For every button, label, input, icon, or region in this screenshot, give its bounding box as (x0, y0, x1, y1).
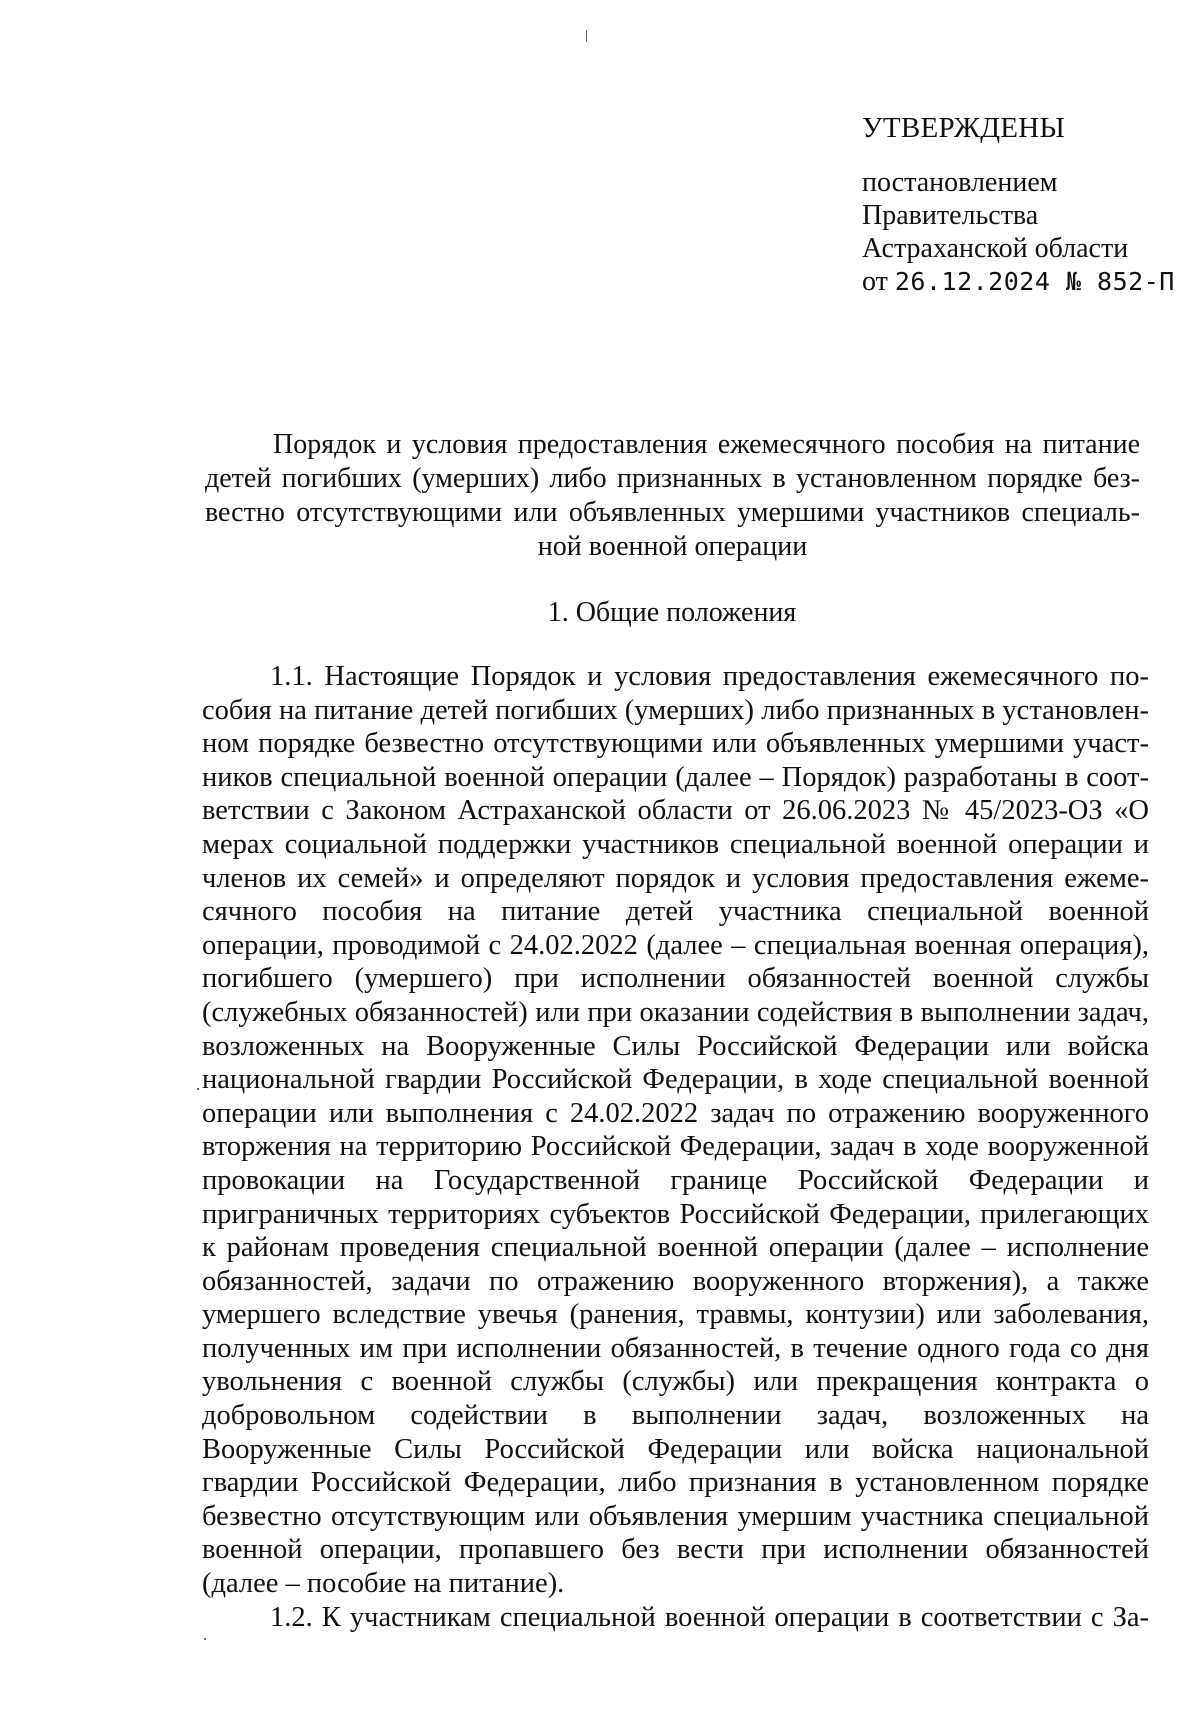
document-body (202, 660, 1149, 1634)
scan-artifact-top (586, 30, 587, 42)
approval-date-prefix: от (862, 266, 895, 297)
scan-artifact-left (197, 1088, 199, 1090)
paragraph-1-1: 1.1. Настоящие Порядок и условия предоставления ежемесячного пособия на питание детей погибших (умерших) либо признанных в установленном порядке безвестно отсутствующими или объявленных умершими участников специальной военной операции (далее – Порядок) разработаны в соответствии с Законом Астраханской области от 26.06.2023 № 45/2023-ОЗ «О мерах социальной поддержки участников специальной военной операции и членов их семей» и определяют порядок и условия предоставления ежемесячного пособия на питание детей участника специальной военной операции, проводимой с 24.02.2022 (далее – специальная военная операция), погибшего (умершего) при исполнении обязанностей военной службы (служебных обязанностей) или при оказании содействия в выполнении задач, возложенных на Вооруженные Силы Российской Федерации или войска национальной гвардии Российской Федерации, в ходе специальной военной операции или выполнения с 24.02.2022 задач по отражению вооруженного вторжения на территорию Российской Федерации, задач в ходе вооруженной провокации на Государственной границе Российской Федерации и приграничных территориях субъектов Российской Федерации, прилегающих к районам проведения специальной военной операции (далее – исполнение обязанностей, задачи по отражению вооруженного вторжения), а также умершего вследствие увечья (ранения, травмы, контузии) или заболевания, полученных им при исполнении обязанностей, в течение одного года со дня увольнения с военной службы (службы) или прекращения контракта о добровольном содействии в выполнении задач, возложенных на Вооруженные Силы Российской Федерации или войска национальной гвардии Российской Федерации, либо признания в установленном порядке безвестно отсутствующим или объявления умершим участника специальной военной операции, пропавшего без вести при исполнении обязанностей (далее – пособие на питание). (202, 661, 1149, 1600)
approval-date-number: 26.12.2024 № 852-П (894, 267, 1175, 296)
paragraph-1-2: 1.2. К участникам специальной военной операции в соответствии с За- (270, 1601, 1149, 1633)
approval-date-line (862, 265, 1182, 298)
approval-line-2: Правительства (862, 200, 1039, 231)
document-title: Порядок и условия предоставления ежемесячного пособия на питание детей погибших (умерших) либо признанных в установленном порядке безвестно отсутствующими или объявленных умершими участников специальной военной операции (205, 429, 1140, 562)
approval-block (862, 110, 1182, 298)
approval-heading: УТВЕРЖДЕНЫ (862, 112, 1066, 144)
approval-line-1: постановлением (862, 167, 1058, 198)
approval-line-3: Астраханской области (862, 233, 1129, 264)
scan-artifact-bottom (204, 1638, 206, 1640)
section-heading: 1. Общие положения (547, 597, 797, 628)
